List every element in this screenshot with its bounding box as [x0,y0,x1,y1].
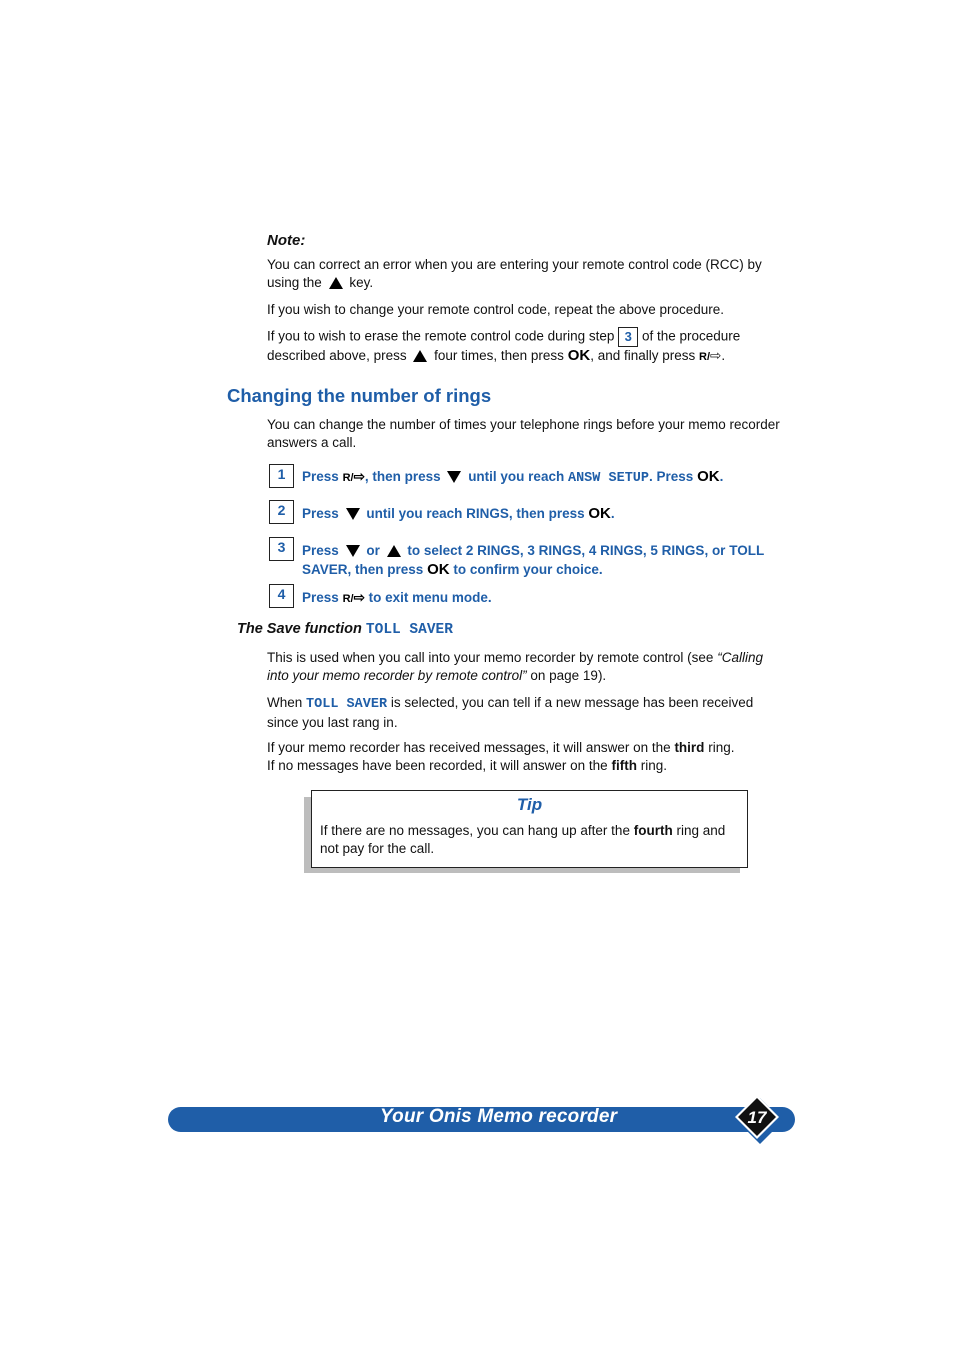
r-key: R/ [699,351,711,363]
step-4-text [302,588,792,609]
body-text: ring. [640,758,667,773]
note-text: four times, then press [434,348,564,363]
section-title: Changing the number of rings [227,385,492,406]
heading-text: The Save function [237,621,362,637]
up-arrow-icon [413,350,427,362]
tip-box [311,790,748,868]
ok-key: OK [567,347,591,364]
down-arrow-icon [346,545,360,557]
page-number: 17 [747,1108,767,1127]
step-text: , then press [364,469,441,484]
step-text: to select 2 RINGS, 3 RINGS, 4 RINGS, 5 RINGS, or TOLL SAVER, then press [302,543,764,577]
step-3-box: 3 [618,327,638,347]
note-paragraph-1 [267,256,782,292]
step-text: to confirm your choice. [453,562,603,577]
section-intro: You can change the number of times your telephone rings before your memo recorder answers a call. [267,417,780,450]
step-3-text [302,541,792,579]
r-key: R/ [342,472,354,484]
tip-text [320,822,740,858]
save-function-heading [237,621,453,638]
step-number-2: 2 [269,500,294,524]
enter-arrow-icon: ⇨ [353,590,365,605]
step-number-3: 3 [269,537,294,561]
note-text: . [721,348,726,363]
body-text: is selected, you can tell if a new message has been received since you last rang in. [267,695,754,730]
step-number-4: 4 [269,584,294,608]
step-text: until you reach RINGS, then press [366,506,585,521]
step-text: . [610,506,615,521]
step-text: or [366,543,380,558]
step-text: . Press [649,469,694,484]
save-paragraph-3 [267,739,787,775]
step-text: Press [302,506,339,521]
note-text: of the procedure described above, press [267,328,741,363]
body-text: When [267,695,303,710]
step-text: Press [302,590,339,605]
up-arrow-icon [329,277,343,289]
menu-toll-saver: TOLL SAVER [306,697,388,712]
note-text: key. [349,275,374,290]
ok-key: OK [697,468,720,485]
ok-key: OK [427,561,450,578]
page-number-badge [735,1094,785,1146]
step-2-text [302,504,792,523]
menu-answ-setup: ANSW SETUP [567,471,649,486]
cross-reference: “Calling into your memo recorder by remote control” [267,650,763,683]
down-arrow-icon [346,508,360,520]
tip-title: Tip [516,795,543,814]
step-number-1: 1 [269,464,294,488]
bold-third: third [674,740,705,755]
body-text: ring. [708,740,735,755]
step-text: until you reach [468,469,565,484]
step-text: . [719,469,724,484]
step-text: to exit menu mode. [368,590,492,605]
note-heading: Note: [267,232,306,249]
r-key: R/ [342,593,354,605]
enter-arrow-icon: ⇨ [353,469,365,484]
enter-arrow-icon: ⇨ [710,348,722,363]
save-paragraph-2 [267,694,787,732]
down-arrow-icon [447,471,461,483]
step-text: Press [302,543,339,558]
bold-fifth: fifth [611,758,637,773]
step-text: Press [302,469,339,484]
note-paragraph-2: If you wish to change your remote control code, repeat the above procedure. [267,302,725,317]
footer-title: Your Onis Memo recorder [380,1106,618,1127]
note-paragraph-3 [267,327,782,366]
body-text: This is used when you call into your memo recorder by remote control (see [267,650,714,665]
bold-fourth: fourth [633,823,673,838]
step-1-text [302,467,792,488]
ok-key: OK [588,505,611,522]
note-text: You can correct an error when you are entering your remote control code (RCC) by using the [267,257,762,290]
note-text: , and finally press [590,348,696,363]
body-text: on page 19). [530,668,607,683]
note-text: If you to wish to erase the remote control code during step [267,328,615,344]
body-text: If no messages have been recorded, it will answer on the [267,758,608,773]
tip-body: ring and not pay for the call. [320,823,726,856]
menu-toll-saver: TOLL SAVER [365,622,453,638]
save-paragraph-1 [267,649,787,685]
body-text: If your memo recorder has received messages, it will answer on the [267,740,671,755]
up-arrow-icon [387,545,401,557]
tip-body: If there are no messages, you can hang up after the [320,823,630,838]
